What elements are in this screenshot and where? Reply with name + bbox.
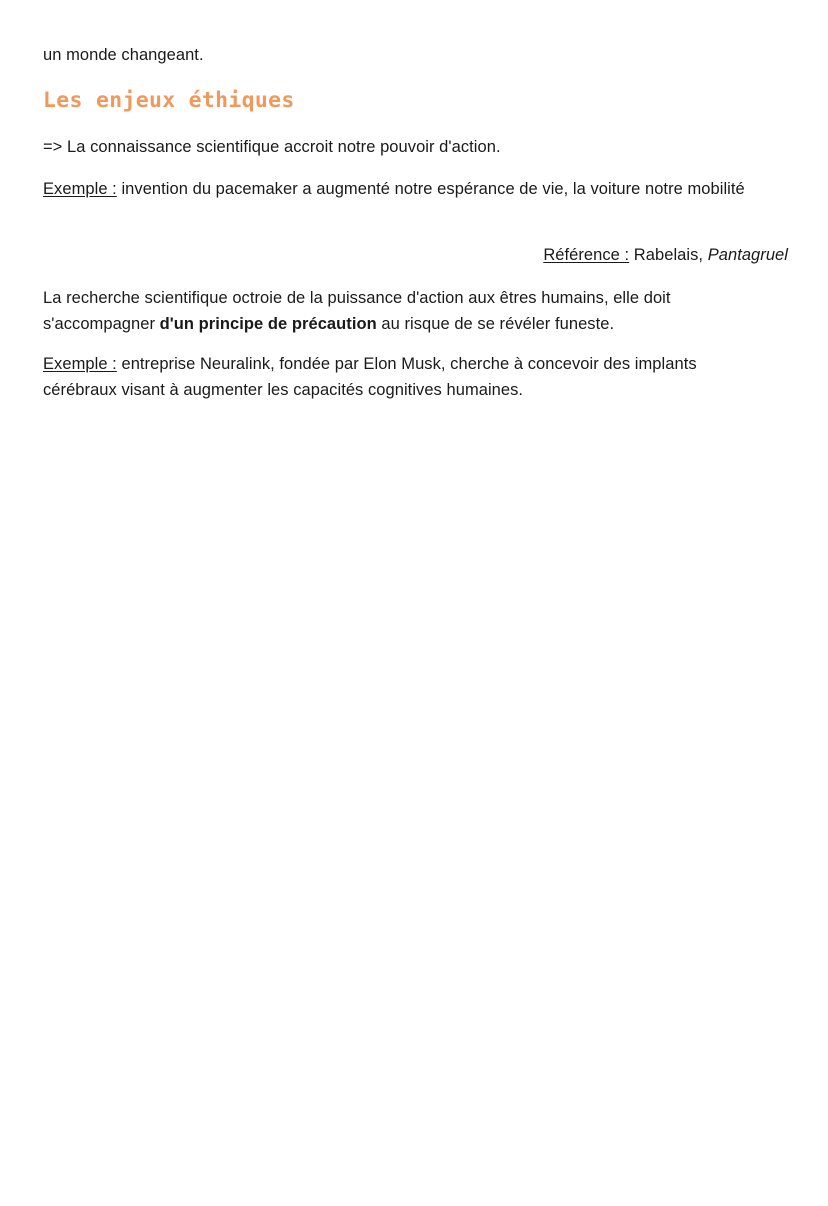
reference-paragraph — [43, 242, 788, 268]
section-heading: Les enjeux éthiques — [43, 88, 295, 113]
research-paragraph — [43, 285, 763, 337]
example-label: Exemple : — [43, 180, 117, 198]
research-text-bold: d'un principe de précaution — [159, 315, 377, 333]
research-text-start: La recherche scientifique octroie de la puissance d'action aux êtres humains, elle doit s'accompagner — [43, 289, 671, 333]
example-text: entreprise Neuralink, fondée par Elon Musk, cherche à concevoir des implants cérébraux visant à augmenter les capacités cognitives humaines. — [43, 355, 697, 399]
example-paragraph-pacemaker — [43, 176, 763, 202]
continuation-text: un monde changeant. — [43, 46, 204, 64]
arrow-paragraph: => La connaissance scientifique accroit notre pouvoir d'action. — [43, 138, 501, 156]
research-text-end: au risque de se révéler funeste. — [376, 315, 615, 333]
example-paragraph-neuralink — [43, 351, 763, 403]
reference-author: Rabelais, — [629, 246, 708, 264]
example-text: invention du pacemaker a augmenté notre espérance de vie, la voiture notre mobilité — [116, 180, 745, 198]
reference-label: Référence : — [543, 246, 630, 264]
reference-work: Pantagruel — [707, 246, 788, 264]
example-label: Exemple : — [43, 355, 117, 373]
